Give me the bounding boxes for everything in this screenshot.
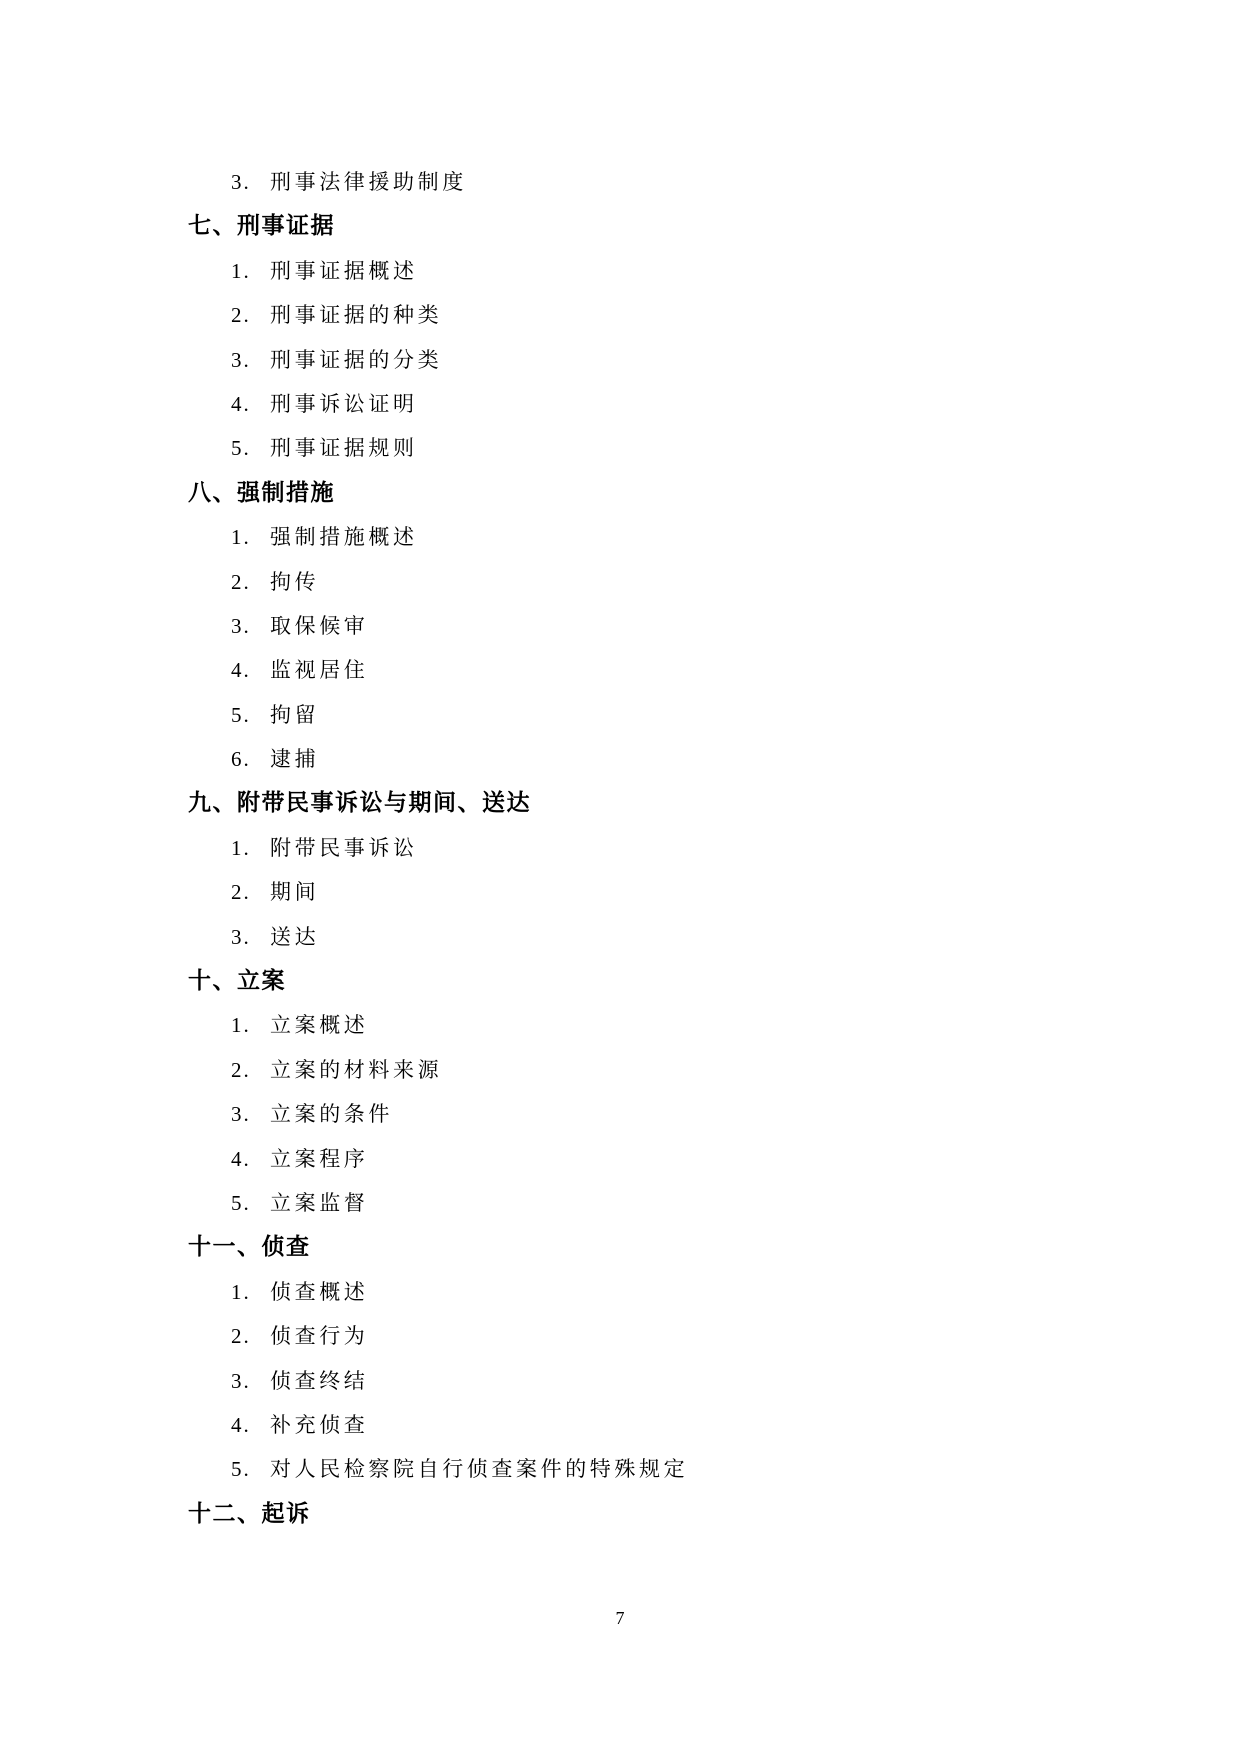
item-text: 对人民检察院自行侦查案件的特殊规定: [270, 1457, 689, 1482]
item-number: 5.: [231, 702, 251, 727]
item-text: 附带民事诉讼: [270, 835, 418, 860]
item-text: 刑事证据规则: [270, 436, 418, 461]
item-number: 5.: [231, 1190, 251, 1215]
syllabus-outline: [0, 160, 1240, 1536]
item-text: 期间: [270, 880, 320, 905]
outline-item: [0, 915, 1240, 959]
item-text: 侦查行为: [270, 1324, 369, 1349]
outline-item: [0, 870, 1240, 914]
item-text: 刑事证据概述: [270, 258, 418, 283]
outline-item: [0, 293, 1240, 337]
outline-item: [0, 693, 1240, 737]
item-text: 立案的条件: [270, 1102, 393, 1127]
outline-item: [0, 426, 1240, 470]
outline-item: [0, 604, 1240, 648]
item-number: 2.: [231, 1324, 251, 1349]
item-number: 5.: [231, 1457, 251, 1482]
item-number: 3.: [231, 1102, 251, 1127]
item-number: 1.: [231, 258, 251, 283]
section-heading: 十一、侦查: [188, 1234, 311, 1261]
item-number: 2.: [231, 303, 251, 328]
outline-item: [0, 249, 1240, 293]
item-number: 1.: [231, 835, 251, 860]
outline-item: [0, 1181, 1240, 1225]
item-number: 3.: [231, 924, 251, 949]
section-heading: 十、立案: [188, 968, 286, 995]
item-text: 刑事证据的分类: [270, 347, 443, 372]
item-text: 侦查概述: [270, 1279, 369, 1304]
outline-item: [0, 648, 1240, 692]
outline-item: [0, 160, 1240, 204]
item-number: 4.: [231, 658, 251, 683]
outline-item: [0, 560, 1240, 604]
item-number: 3.: [231, 613, 251, 638]
item-text: 立案概述: [270, 1013, 369, 1038]
item-text: 补充侦查: [270, 1412, 369, 1437]
section-heading: 七、刑事证据: [188, 213, 335, 240]
outline-item: [0, 737, 1240, 781]
item-text: 逮捕: [270, 747, 320, 772]
page-number: 7: [615, 1608, 625, 1628]
outline-item: [0, 826, 1240, 870]
item-number: 1.: [231, 1013, 251, 1038]
outline-item: [0, 1137, 1240, 1181]
item-number: 3.: [231, 347, 251, 372]
item-text: 拘留: [270, 702, 320, 727]
item-number: 4.: [231, 391, 251, 416]
item-number: 4.: [231, 1146, 251, 1171]
item-text: 侦查终结: [270, 1368, 369, 1393]
item-number: 2.: [231, 1057, 251, 1082]
item-number: 3.: [231, 1368, 251, 1393]
item-text: 强制措施概述: [270, 525, 418, 550]
outline-item: [0, 1359, 1240, 1403]
outline-item: [0, 1092, 1240, 1136]
section-heading: 十二、起诉: [188, 1500, 311, 1527]
item-text: 立案监督: [270, 1190, 369, 1215]
item-text: 立案的材料来源: [270, 1057, 443, 1082]
item-number: 2.: [231, 880, 251, 905]
outline-item: [0, 1003, 1240, 1047]
item-text: 立案程序: [270, 1146, 369, 1171]
item-number: 1.: [231, 1279, 251, 1304]
outline-item: [0, 382, 1240, 426]
item-number: 5.: [231, 436, 251, 461]
item-text: 监视居住: [270, 658, 369, 683]
outline-item: [0, 1270, 1240, 1314]
item-number: 2.: [231, 569, 251, 594]
item-text: 刑事法律援助制度: [270, 170, 467, 194]
item-number: 6.: [231, 747, 251, 772]
outline-item: [0, 515, 1240, 559]
section-heading: 八、强制措施: [188, 479, 335, 506]
item-number: 4.: [231, 1412, 251, 1437]
outline-item: [0, 1048, 1240, 1092]
item-text: 取保候审: [270, 613, 369, 638]
item-text: 刑事诉讼证明: [270, 391, 418, 416]
item-text: 拘传: [270, 569, 320, 594]
outline-item: [0, 1447, 1240, 1491]
outline-item: [0, 1314, 1240, 1358]
item-number: 3.: [231, 170, 251, 194]
item-text: 送达: [270, 924, 320, 949]
outline-item: [0, 338, 1240, 382]
item-text: 刑事证据的种类: [270, 303, 443, 328]
item-number: 1.: [231, 525, 251, 550]
section-heading: 九、附带民事诉讼与期间、送达: [188, 790, 531, 817]
outline-item: [0, 1403, 1240, 1447]
